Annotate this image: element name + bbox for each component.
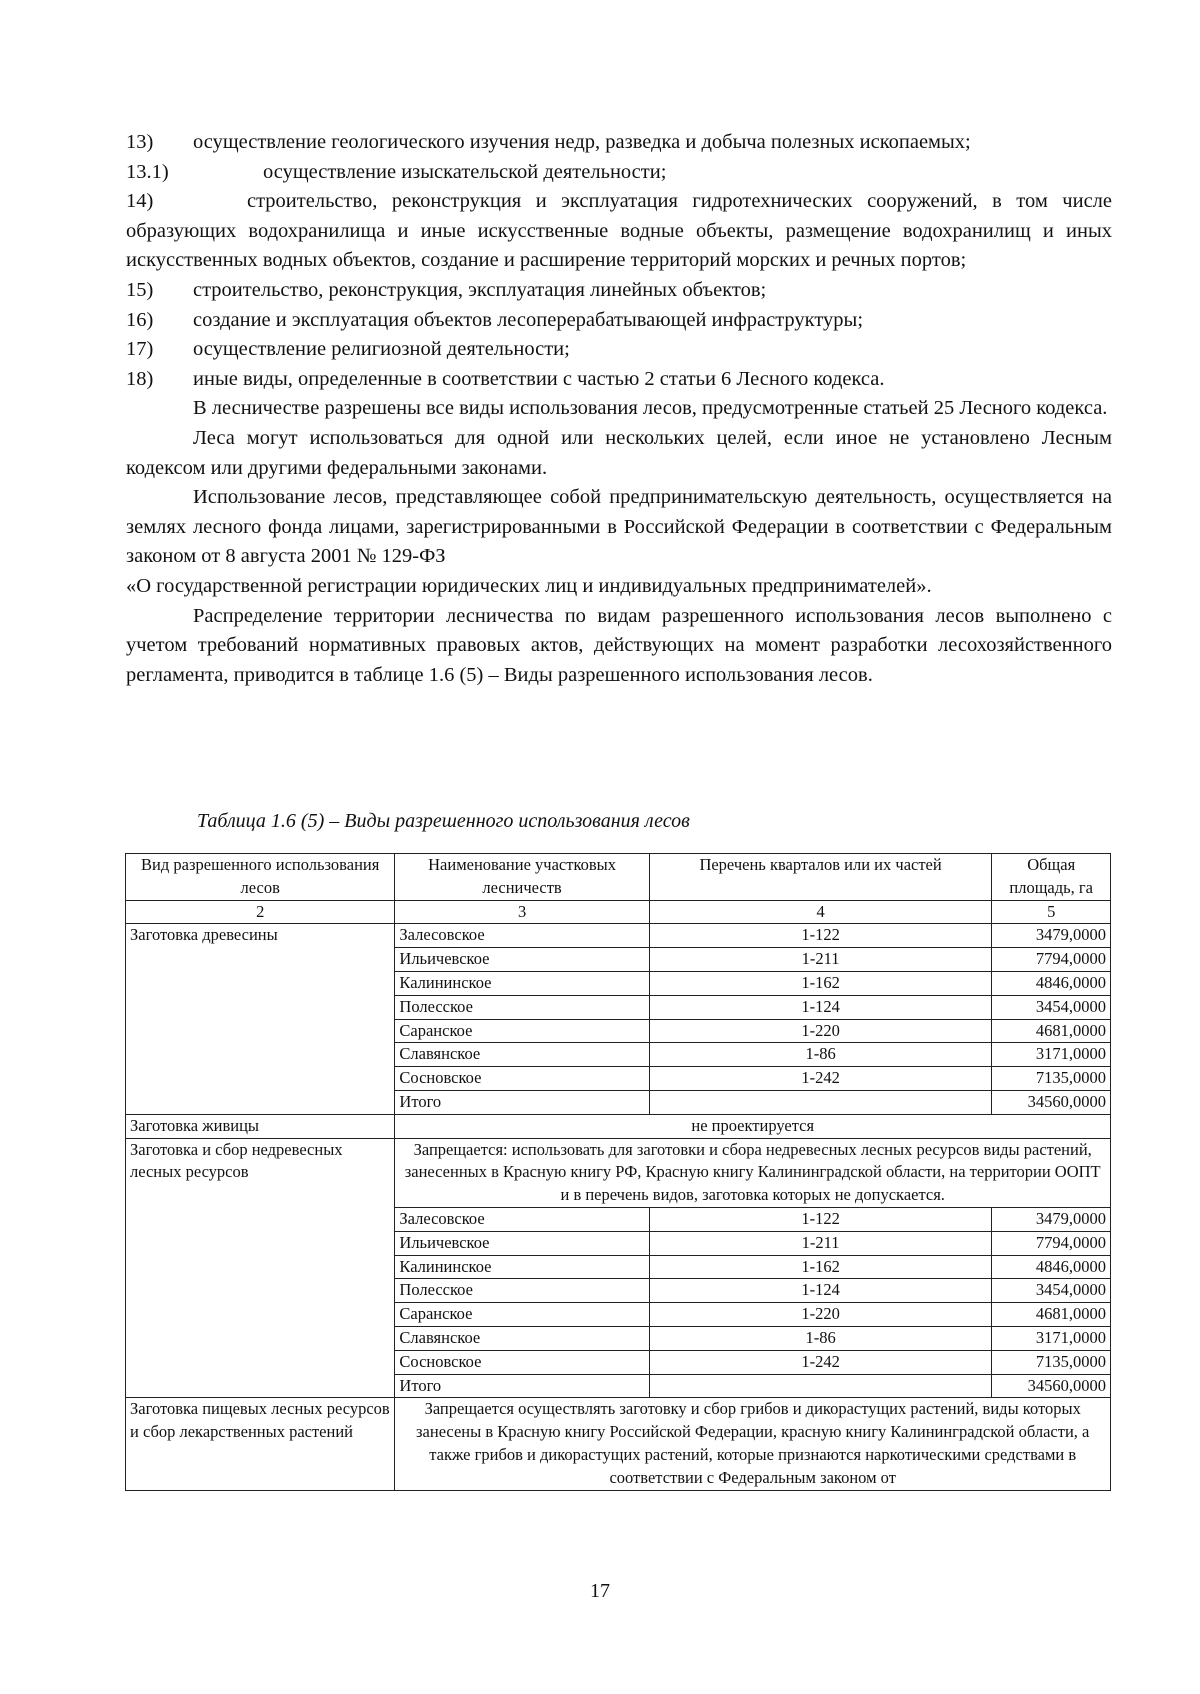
area-cell: 3479,0000 [992,924,1111,948]
list-number: 15) [126,278,154,301]
quarters-cell: 1-162 [649,1255,992,1279]
area-cell: 4681,0000 [992,1303,1111,1327]
forestry-name: Ильичевское [395,1231,649,1255]
column-number: 2 [126,900,395,924]
forestry-name: Залесовское [395,924,649,948]
quarters-cell: 1-220 [649,1019,992,1043]
use-type-cell: Заготовка древесины [126,924,395,1114]
use-type-cell: Заготовка пищевых лесных ресурсов и сбор лекарственных растений [126,1398,395,1490]
list-item [126,276,1112,306]
quarters-cell [649,1090,992,1114]
forestry-name: Сосновское [395,1350,649,1374]
quarters-cell: 1-242 [649,1067,992,1091]
list-item [126,128,1112,158]
list-text: осуществление изыскательской деятельности; [263,160,667,183]
area-cell: 4846,0000 [992,971,1111,995]
column-header: Общая площадь, га [992,854,1111,901]
forestry-name: Саранское [395,1303,649,1327]
list-text: иные виды, определенные в соответствии с частью 2 статьи 6 Лесного кодекса. [193,367,885,390]
table-row [126,1398,1111,1490]
area-cell: 7794,0000 [992,1231,1111,1255]
quarters-cell: 1-211 [649,1231,992,1255]
quarters-cell: 1-242 [649,1350,992,1374]
area-cell: 3171,0000 [992,1043,1111,1067]
quarters-cell: 1-122 [649,924,992,948]
list-text: строительство, реконструкция и эксплуатация гидротехнических сооружений, в том числе образующих водохранилища и иные искусственные водные объекты, размещение водохранилищ и иных искусственных водных объектов, создание и расширение территорий морских и речных портов; [126,190,1112,272]
area-cell: 3454,0000 [992,995,1111,1019]
list-text: строительство, реконструкция, эксплуатация линейных объектов; [193,278,767,301]
page-number: 17 [590,1580,610,1602]
list-text: осуществление геологического изучения недр, разведка и добыча полезных ископаемых; [193,131,971,153]
quarters-cell: 1-211 [649,948,992,972]
list-item [126,335,1112,365]
forest-use-table [125,853,1111,1491]
list-text: осуществление религиозной деятельности; [193,338,570,361]
use-type-cell: Заготовка и сбор недревесных лесных ресурсов [126,1138,395,1398]
note-cell: Запрещается осуществлять заготовку и сбор грибов и дикорастущих растений, виды которых занесены в Красную книгу Российской Федерации, красную книгу Калининградской области, а также грибов и дикорастущих растений, которые признаются наркотическими средствами в соответствии с Федеральным законом от [395,1398,1111,1490]
paragraph: В лесничестве разрешены все виды использования лесов, предусмотренные статьей 25 Лесного кодекса. [193,397,1108,420]
area-cell: 4846,0000 [992,1255,1111,1279]
quarters-cell: 1-86 [649,1326,992,1350]
list-number: 18) [126,367,154,390]
table-number-row [126,900,1111,924]
forestry-name: Полесское [395,995,649,1019]
quarters-cell [649,1374,992,1398]
table-row [126,1138,1111,1207]
total-value: 34560,0000 [992,1090,1111,1114]
table-row [126,1114,1111,1138]
list-number: 13.1) [126,160,169,183]
area-cell: 7135,0000 [992,1067,1111,1091]
total-value: 34560,0000 [992,1374,1111,1398]
column-number: 3 [395,900,649,924]
forestry-name: Ильичевское [395,948,649,972]
forestry-name: Саранское [395,1019,649,1043]
total-label: Итого [395,1090,649,1114]
forestry-name: Славянское [395,1043,649,1067]
area-cell: 3171,0000 [992,1326,1111,1350]
paragraph: Распределение территории лесничества по видам разрешенного использования лесов выполнено с учетом требований нормативных правовых актов, действующих на момент разработки лесохозяйственного регламента, приводится в таблице 1.6 (5) – Виды разрешенного использования лесов. [126,604,1112,686]
quarters-cell: 1-124 [649,995,992,1019]
column-number: 5 [992,900,1111,924]
list-item [126,306,1112,336]
paragraph: «О государственной регистрации юридических лиц и индивидуальных предпринимателей». [126,574,932,597]
area-cell: 3454,0000 [992,1279,1111,1303]
note-cell: не проектируется [395,1114,1111,1138]
list-number: 16) [126,308,154,331]
list-item [126,158,1112,188]
forestry-name: Залесовское [395,1207,649,1231]
list-item [126,187,1112,276]
list-text: создание и эксплуатация объектов лесоперерабатывающей инфраструктуры; [193,308,864,331]
column-header: Перечень кварталов или их частей [649,854,992,901]
area-cell: 7135,0000 [992,1350,1111,1374]
paragraph: Использование лесов, представляющее собой предпринимательскую деятельность, осуществляется на землях лесного фонда лицами, зарегистрированными в Российской Федерации в соответствии с Федеральным законом от 8 августа 2001 № 129-ФЗ [126,486,1112,568]
forestry-name: Калининское [395,1255,649,1279]
total-label: Итого [395,1374,649,1398]
quarters-cell: 1-162 [649,971,992,995]
list-number: 17) [126,338,154,361]
forestry-name: Полесское [395,1279,649,1303]
paragraph: Леса могут использоваться для одной или нескольких целей, если иное не установлено Лесным кодексом или другими федеральными законами. [126,426,1112,479]
note-cell: Запрещается: использовать для заготовки и сбора недревесных лесных ресурсов виды растений, занесенных в Красную книгу РФ, Красную книгу Калининградской области, на территории ООПТ и в перечень видов, заготовка которых не допускается. [395,1138,1111,1207]
quarters-cell: 1-220 [649,1303,992,1327]
table-header-row [126,854,1111,901]
quarters-cell: 1-124 [649,1279,992,1303]
column-header: Вид разрешенного использования лесов [126,854,395,901]
area-cell: 3479,0000 [992,1207,1111,1231]
area-cell: 4681,0000 [992,1019,1111,1043]
body-text [126,128,1112,690]
column-number: 4 [649,900,992,924]
table-row [126,924,1111,948]
use-type-cell: Заготовка живицы [126,1114,395,1138]
forestry-name: Калининское [395,971,649,995]
forestry-name: Славянское [395,1326,649,1350]
area-cell: 7794,0000 [992,948,1111,972]
list-number: 13) [126,131,154,153]
table-caption: Таблица 1.6 (5) – Виды разрешенного использования лесов [197,810,690,832]
forestry-name: Сосновское [395,1067,649,1091]
column-header: Наименование участковых лесничеств [395,854,649,901]
quarters-cell: 1-86 [649,1043,992,1067]
list-item [126,365,1112,395]
list-number: 14) [126,190,154,213]
quarters-cell: 1-122 [649,1207,992,1231]
